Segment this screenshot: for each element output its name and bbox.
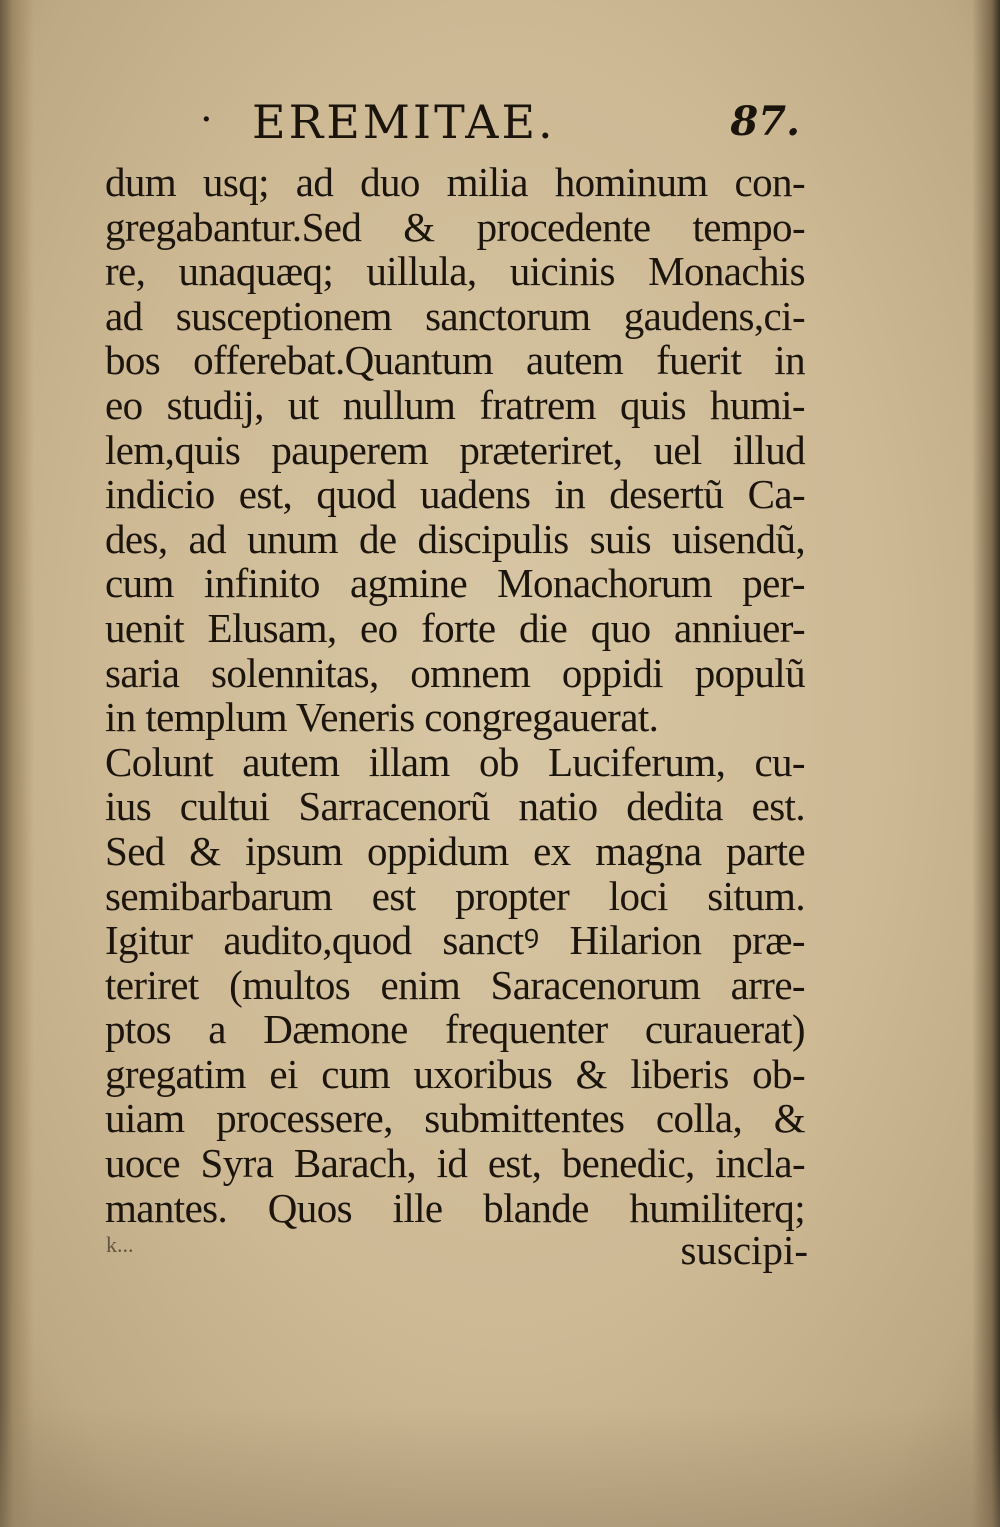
text-line: gregabantur.Sed & procedente tempo-	[105, 203, 805, 250]
header-ornament: ·	[200, 97, 213, 143]
body-text	[105, 160, 805, 1230]
text-line: bos offerebat.Quantum autem fuerit in	[105, 337, 805, 384]
text-line: teriret (multos enim Saracenorum arre-	[105, 961, 805, 1008]
text-line: ptos a Dæmone frequenter curauerat)	[105, 1006, 805, 1053]
text-line: re, unaquæq; uillula, uicinis Monachis	[105, 248, 805, 295]
text-line: uiam processere, submittentes colla, &	[105, 1095, 805, 1142]
page-edge-shadow	[972, 0, 1000, 1527]
signature-mark: k...	[106, 1232, 134, 1257]
text-line: ad susceptionem sanctorum gaudens,ci-	[105, 292, 805, 339]
text-line: Colunt autem illam ob Luciferum, cu-	[105, 738, 805, 785]
page-bottom-tint	[0, 1407, 1000, 1527]
text-line: uenit Elusam, eo forte die quo anniuer-	[105, 604, 805, 651]
running-title: EREMITAE.	[252, 95, 556, 149]
text-line: cum infinito agmine Monachorum per-	[105, 560, 805, 607]
text-line: uoce Syra Barach, id est, benedic, incla-	[105, 1140, 805, 1187]
text-line: Igitur audito,quod sanctꝰ Hilarion præ-	[105, 917, 805, 964]
text-line: gregatim ei cum uxoribus & liberis ob-	[105, 1050, 805, 1097]
page-number: 87.	[730, 98, 800, 145]
text-line: ius cultui Sarracenorũ natio dedita est.	[105, 783, 805, 830]
text-line: Sed & ipsum oppidum ex magna parte	[105, 827, 805, 874]
running-header	[200, 92, 800, 152]
text-line: des, ad unum de discipulis suis uisendũ,	[105, 515, 805, 562]
text-line: semibarbarum est propter loci situm.	[105, 872, 805, 919]
text-line: dum usq; ad duo milia hominum con-	[105, 159, 805, 205]
text-line: eo studij, ut nullum fratrem quis humi-	[105, 381, 805, 428]
text-line: mantes. Quos ille blande humiliterq;	[105, 1184, 805, 1231]
text-line: saria solennitas, omnem oppidi populũ	[105, 649, 805, 696]
catchword: suscipi-	[680, 1227, 808, 1273]
text-line: in templum Veneris congregauerat.	[105, 694, 659, 741]
text-line: lem,quis pauperem præteriret, uel illud	[105, 426, 805, 473]
text-line: indicio est, quod uadens in desertũ Ca-	[105, 471, 805, 518]
page-gutter-shadow	[0, 0, 34, 1527]
